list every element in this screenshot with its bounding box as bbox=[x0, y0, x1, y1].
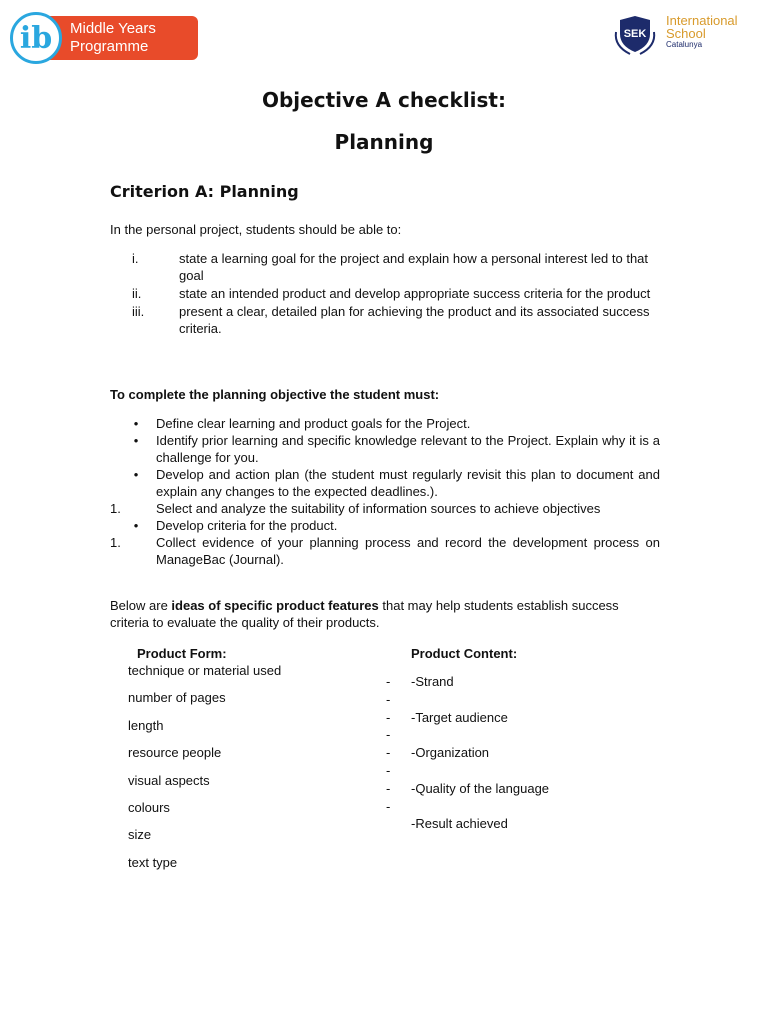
bullet-marker: • bbox=[133, 433, 139, 448]
sek-logo-text bbox=[666, 14, 738, 50]
product-form-item: text type bbox=[128, 854, 178, 870]
criterion-heading: Criterion A: Planning bbox=[110, 182, 299, 201]
objective-text: present a clear, detailed plan for achieving the product and its associated success criteria. bbox=[179, 304, 650, 336]
product-content-item: -Strand bbox=[411, 674, 454, 689]
objectives-list bbox=[132, 250, 662, 338]
product-form-item: resource people bbox=[128, 745, 222, 761]
requirement-text: Develop criteria for the product. bbox=[156, 518, 338, 533]
objective-text: state an intended product and develop appropriate success criteria for the product bbox=[179, 286, 651, 301]
document-title: Objective A checklist: bbox=[261, 88, 506, 112]
requirements-list bbox=[110, 415, 660, 568]
sek-badge-text: SEK bbox=[623, 28, 647, 40]
dash-marker: - bbox=[386, 762, 391, 778]
requirement-item bbox=[110, 500, 660, 517]
ib-logo-banner bbox=[42, 16, 198, 60]
dash-column bbox=[386, 673, 396, 815]
product-features-intro bbox=[110, 597, 660, 631]
below-text-bold: ideas of specific product features bbox=[171, 598, 379, 613]
requirement-item bbox=[110, 517, 660, 534]
requirements-heading: To complete the planning objective the student must: bbox=[110, 387, 440, 402]
sek-logo-line3: Catalunya bbox=[666, 40, 703, 49]
product-form-heading: Product Form: bbox=[137, 646, 227, 661]
requirement-text: Define clear learning and product goals for the Project. bbox=[156, 416, 471, 431]
number-marker: 1. bbox=[110, 535, 121, 550]
objective-number: iii. bbox=[132, 304, 145, 319]
product-form-item: technique or material used bbox=[128, 663, 282, 678]
dash-marker: - bbox=[386, 798, 391, 814]
product-content-item: -Quality of the language bbox=[411, 780, 550, 796]
ib-logo-line1: Middle Years bbox=[70, 20, 156, 37]
requirement-text: Collect evidence of your planning process and record the development process on ManageBac (Journal). bbox=[156, 535, 660, 567]
bullet-marker: • bbox=[133, 416, 139, 431]
product-form-item: visual aspects bbox=[128, 772, 210, 788]
requirement-item bbox=[110, 534, 660, 568]
product-content-item: -Result achieved bbox=[411, 816, 508, 832]
requirement-item bbox=[110, 466, 660, 500]
ib-myp-logo bbox=[10, 12, 200, 64]
product-form-item: length bbox=[128, 717, 164, 733]
product-content-heading: Product Content: bbox=[411, 646, 518, 661]
product-form-list bbox=[128, 662, 281, 881]
dash-marker: - bbox=[386, 780, 391, 796]
objective-text: state a learning goal for the project and explain how a personal interest led to that goal bbox=[179, 251, 649, 283]
below-text-start: Below are bbox=[110, 598, 172, 613]
product-form-item: size bbox=[128, 827, 152, 843]
sek-logo-line2: School bbox=[666, 26, 706, 41]
product-form-item: number of pages bbox=[128, 690, 226, 706]
requirement-item bbox=[110, 432, 660, 466]
requirement-text: Select and analyze the suitability of information sources to achieve objectives bbox=[156, 501, 601, 516]
product-content-item: -Organization bbox=[411, 745, 490, 761]
document-subtitle: Planning bbox=[334, 130, 434, 154]
bullet-marker: • bbox=[133, 467, 139, 482]
intro-text: In the personal project, students should be able to: bbox=[110, 222, 402, 237]
dash-marker: - bbox=[386, 674, 391, 689]
ib-logo-circle: ib bbox=[10, 12, 62, 64]
product-content-item: -Target audience bbox=[411, 709, 508, 725]
objective-item bbox=[132, 285, 662, 302]
dash-marker: - bbox=[386, 709, 391, 725]
sek-school-logo bbox=[610, 12, 750, 56]
ib-logo-line2: Programme bbox=[70, 38, 149, 55]
product-form-item: colours bbox=[128, 799, 170, 815]
dash-marker: - bbox=[386, 745, 391, 761]
requirement-text: Identify prior learning and specific knowledge relevant to the Project. Explain why it is a challenge for you. bbox=[156, 433, 660, 465]
requirement-item bbox=[110, 415, 660, 432]
below-text-end: that may help students establish success criteria to evaluate the quality of their products. bbox=[110, 598, 619, 630]
product-content-list bbox=[411, 673, 549, 851]
objective-number: ii. bbox=[132, 286, 142, 301]
dash-marker: - bbox=[386, 691, 391, 707]
dash-marker: - bbox=[386, 727, 391, 743]
number-marker: 1. bbox=[110, 501, 121, 516]
objective-item bbox=[132, 303, 662, 337]
sek-logo-line1: International bbox=[666, 13, 738, 28]
requirement-text: Develop and action plan (the student must regularly revisit this plan to document and explain any changes to the expected deadlines.). bbox=[156, 467, 660, 499]
bullet-marker: • bbox=[133, 518, 139, 533]
objective-item bbox=[132, 250, 662, 284]
objective-number: i. bbox=[132, 251, 139, 266]
sek-crest-icon bbox=[610, 12, 660, 56]
